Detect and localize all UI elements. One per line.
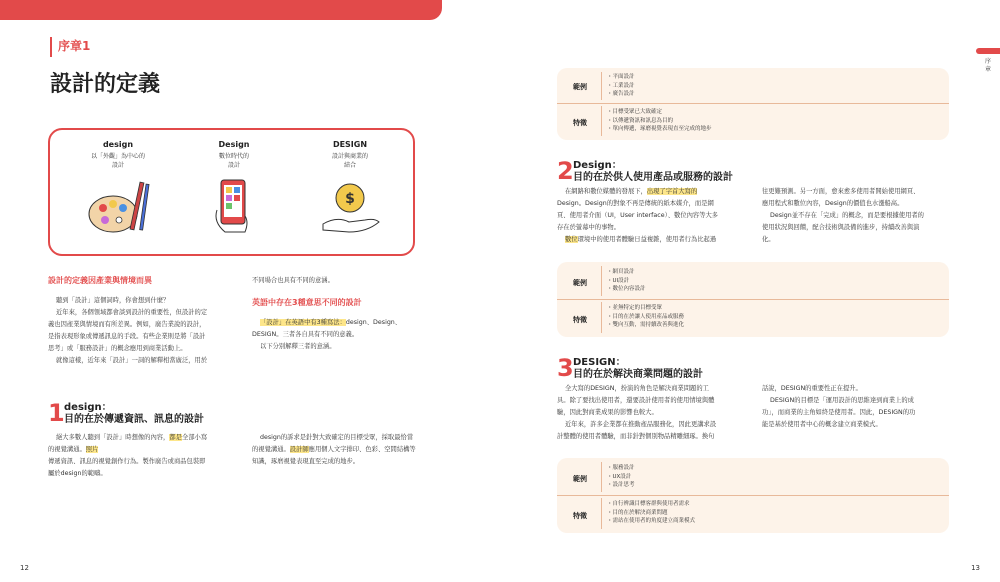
text-span: 應用個人文字排印、色彩、空間結構等 xyxy=(308,446,416,453)
list-item: ・自行辨識目標客群與使用者需求 xyxy=(607,501,690,507)
features-label: 特徵 xyxy=(573,316,587,324)
section-b-body xyxy=(252,317,452,353)
section-1-col1 xyxy=(48,432,243,480)
features-label: 特徵 xyxy=(573,512,587,520)
list-item: ・數位內容設計 xyxy=(607,286,646,292)
text-line: 知識，琢磨視覺表現直至完成的地步。 xyxy=(252,458,360,465)
section-3-col2 xyxy=(762,383,952,431)
text-span: 的視覺溝通。 xyxy=(252,446,290,453)
diagram-sub: 以「外觀」為中心的 設計 xyxy=(90,153,145,169)
diagram-head: Design xyxy=(218,140,250,149)
palette-brush-icon xyxy=(83,176,153,236)
divider xyxy=(601,72,602,100)
section-title-sub: 目的在於供人使用產品或服務的設計 xyxy=(573,172,733,183)
section-number: 1 xyxy=(48,399,65,427)
text-line: 聽到「設計」這個詞時，你會想到什麼？ xyxy=(56,297,170,304)
features-list xyxy=(607,304,684,330)
section-1-header xyxy=(48,400,348,428)
text-line: 驗，因此對商業成果的影響也較大。 xyxy=(557,409,658,416)
info-box-DESIGN xyxy=(557,458,949,533)
text-line: 計整體的使用者體驗，而非針對個別物品精雕細琢。換句 xyxy=(557,433,715,440)
features-label: 特徵 xyxy=(573,119,587,127)
text-span: 的視覺溝通。 xyxy=(48,446,86,453)
list-item: ・以傳遞資訊和訊息為目的 xyxy=(607,117,674,124)
examples-label: 範例 xyxy=(573,83,587,91)
examples-list xyxy=(607,268,646,294)
examples-label: 範例 xyxy=(573,475,587,483)
text-line: 全大寫的DESIGN，扮演的角色是解決商業問題的工 xyxy=(565,385,709,392)
diagram-col-Design xyxy=(184,140,284,240)
text-line: 是指表現形象或傳遞訊息的手段。有些企業則是將「設計 xyxy=(48,333,206,340)
section-1-col2 xyxy=(252,432,452,468)
text-line xyxy=(557,186,752,198)
list-item: ・UX設計 xyxy=(607,473,632,480)
section-3-col1 xyxy=(557,383,752,443)
section-number: 3 xyxy=(557,354,574,382)
text-line: 屬於design的範疇。 xyxy=(48,470,107,477)
divider xyxy=(601,106,602,136)
side-tab-bar xyxy=(976,48,1000,54)
list-item: ・單向傳遞，琢磨視覺表現直至完成的地步 xyxy=(607,126,712,132)
diagram-col-DESIGN xyxy=(300,140,400,240)
section-2-col1 xyxy=(557,186,752,246)
examples-list xyxy=(607,464,635,490)
highlight: 照片 xyxy=(85,446,99,453)
section-title-main: design： xyxy=(64,402,112,413)
text-line: 傳遞資訊、訊息的視覺創作行為。製作廣告或商品包裝即 xyxy=(48,458,206,465)
text-line: design的訴求是針對大致確定的目標受眾，採取最恰當 xyxy=(260,434,414,441)
text-line: 功」，而商業的主角如終是使用者。因此，DESIGN的功 xyxy=(762,409,916,416)
section-b xyxy=(252,275,452,353)
list-item: ・目標受眾已大致確定 xyxy=(607,109,663,115)
svg-text:$: $ xyxy=(345,191,355,207)
divider xyxy=(557,495,949,496)
section-2-col2 xyxy=(762,186,952,246)
list-item: ・設計思考 xyxy=(607,482,635,488)
diagram-head: design xyxy=(102,140,134,149)
text-span: 絕大多數人聽到「設計」時想像的內容， xyxy=(56,434,170,441)
divider xyxy=(601,498,602,529)
text-line: 以下分別解釋三者的意涵。 xyxy=(260,343,336,350)
highlight: 「設計」在英語中有3種寫法： xyxy=(260,319,346,326)
info-box-design xyxy=(557,68,949,140)
text-line: 頁、使用者介面（UI，User interface）、數位內容等大多 xyxy=(557,212,719,219)
chapter-marker xyxy=(50,37,52,57)
smartphone-icon xyxy=(199,176,269,236)
list-item: ・工業設計 xyxy=(607,82,635,89)
text-line xyxy=(252,444,452,456)
page-number-right: 13 xyxy=(971,564,980,572)
chapter-label: 序章1 xyxy=(58,39,91,53)
top-accent-bar xyxy=(0,0,442,20)
highlight: 設計師 xyxy=(289,446,309,453)
text-line: 存在於螢幕中的事物。 xyxy=(557,224,620,231)
section-a xyxy=(48,275,233,367)
divider xyxy=(601,266,602,296)
examples-list xyxy=(607,73,635,99)
text-line: 化。 xyxy=(762,236,775,243)
design-types-diagram xyxy=(48,128,415,256)
text-line: Design並不存在「完成」的概念，而是要根據使用者的 xyxy=(770,212,924,219)
examples-label: 範例 xyxy=(573,279,587,287)
diagram-head: DESIGN xyxy=(332,140,368,149)
text-line: 能是基於使用者中心的概念建立商業模式。 xyxy=(762,421,882,428)
list-item: ・需站在使用者的角度建立商業模式 xyxy=(607,518,696,524)
features-list xyxy=(607,108,712,134)
text-line: Design。Design的對象不再是傳統的紙本媒介，而是網 xyxy=(557,200,714,207)
text-line: 話說，DESIGN的重要性正在提升。 xyxy=(762,385,862,392)
section-a-heading: 設計的定義因產業與情境而異 xyxy=(48,276,152,285)
section-b-heading: 英語中存在3種意思不同的設計 xyxy=(252,298,362,307)
text-line: 往更難預測。另一方面，愈來愈多使用者開始使用網頁、 xyxy=(762,188,920,195)
list-item: ・UI設計 xyxy=(607,277,630,284)
highlight: 數位 xyxy=(565,236,578,243)
list-item: ・目的在於讓人使用產品或服務 xyxy=(607,313,685,320)
section-a-body xyxy=(48,295,233,367)
divider xyxy=(601,302,602,333)
diagram-col-design xyxy=(68,140,168,240)
text-line: 近年來，許多企業都在推動產品服務化，因此更講求設 xyxy=(565,421,717,428)
text-line: 具。除了要找出使用者，還要設計使用者的使用情境與體 xyxy=(557,397,715,404)
text-line: DESIGN。三者各自具有不同的意義。 xyxy=(252,331,359,338)
divider xyxy=(557,103,949,104)
diagram-sub: 設計與商業的 結合 xyxy=(331,153,368,169)
highlight: 都是 xyxy=(169,434,182,441)
text-line xyxy=(48,444,243,456)
section-2-header xyxy=(557,158,857,186)
divider xyxy=(557,299,949,300)
info-box-Design xyxy=(557,262,949,337)
features-list xyxy=(607,500,695,526)
divider xyxy=(601,462,602,492)
side-tab-label: 序章 xyxy=(985,58,992,73)
list-item: ・平面設計 xyxy=(607,74,635,80)
list-item: ・網頁設計 xyxy=(607,269,635,275)
section-title-sub: 目的在於解決商業問題的設計 xyxy=(573,369,703,380)
page-number-left: 12 xyxy=(20,564,29,572)
coin-hand-icon xyxy=(315,176,385,236)
text-line: DESIGN的目標是「運用設計的思維達到商業上的成 xyxy=(770,397,914,404)
text-span: 全部小寫 xyxy=(181,434,208,441)
section-title-main: DESIGN： xyxy=(573,357,626,368)
text-span: 環境中的使用者體驗日益複雜，使用者行為比起過 xyxy=(577,236,717,243)
text-line: 近年來，各個領域都會談到設計的重要性，但設計的定 xyxy=(56,309,208,316)
section-title-sub: 目的在於傳遞資訊、訊息的設計 xyxy=(64,414,204,425)
text-span: design、Design、 xyxy=(345,319,402,326)
text-line: 就像這樣，近年來「設計」一詞的解釋相當廣泛，用於 xyxy=(56,357,208,364)
list-item: ・並無特定的目標受眾 xyxy=(607,305,663,311)
text-line: 義也因產業與情境而有所差異。例如，廣告業說的設計， xyxy=(48,321,206,328)
section-number: 2 xyxy=(557,157,574,185)
list-item: ・服務設計 xyxy=(607,465,635,471)
section-b-intro: 不同場合也具有不同的意涵。 xyxy=(252,277,334,284)
section-title-main: Design： xyxy=(573,160,622,171)
list-item: ・雙向互動，需持續改善與進化 xyxy=(607,322,685,328)
side-tab[interactable] xyxy=(976,48,1000,81)
text-line: 思考」或「服務設計」的概念應用到商業活動上。 xyxy=(48,345,187,352)
list-item: ・目的在於解決商業問題 xyxy=(607,509,668,516)
text-line: 應用程式和數位內容，Design的價值也水漲船高。 xyxy=(762,200,904,207)
text-span: 在網路和數位媒體的發展下， xyxy=(565,188,647,195)
text-line xyxy=(252,317,452,329)
text-line xyxy=(557,234,752,246)
section-3-header xyxy=(557,355,857,383)
page-title: 設計的定義 xyxy=(50,72,161,97)
text-line xyxy=(48,432,243,444)
highlight: 出現了字首大寫的 xyxy=(646,188,698,195)
diagram-sub: 數位時代的 設計 xyxy=(218,153,249,169)
list-item: ・廣告設計 xyxy=(607,91,635,97)
text-line: 使用狀況與回饋，配合技術與設備的進步，持續改善與演 xyxy=(762,224,920,231)
